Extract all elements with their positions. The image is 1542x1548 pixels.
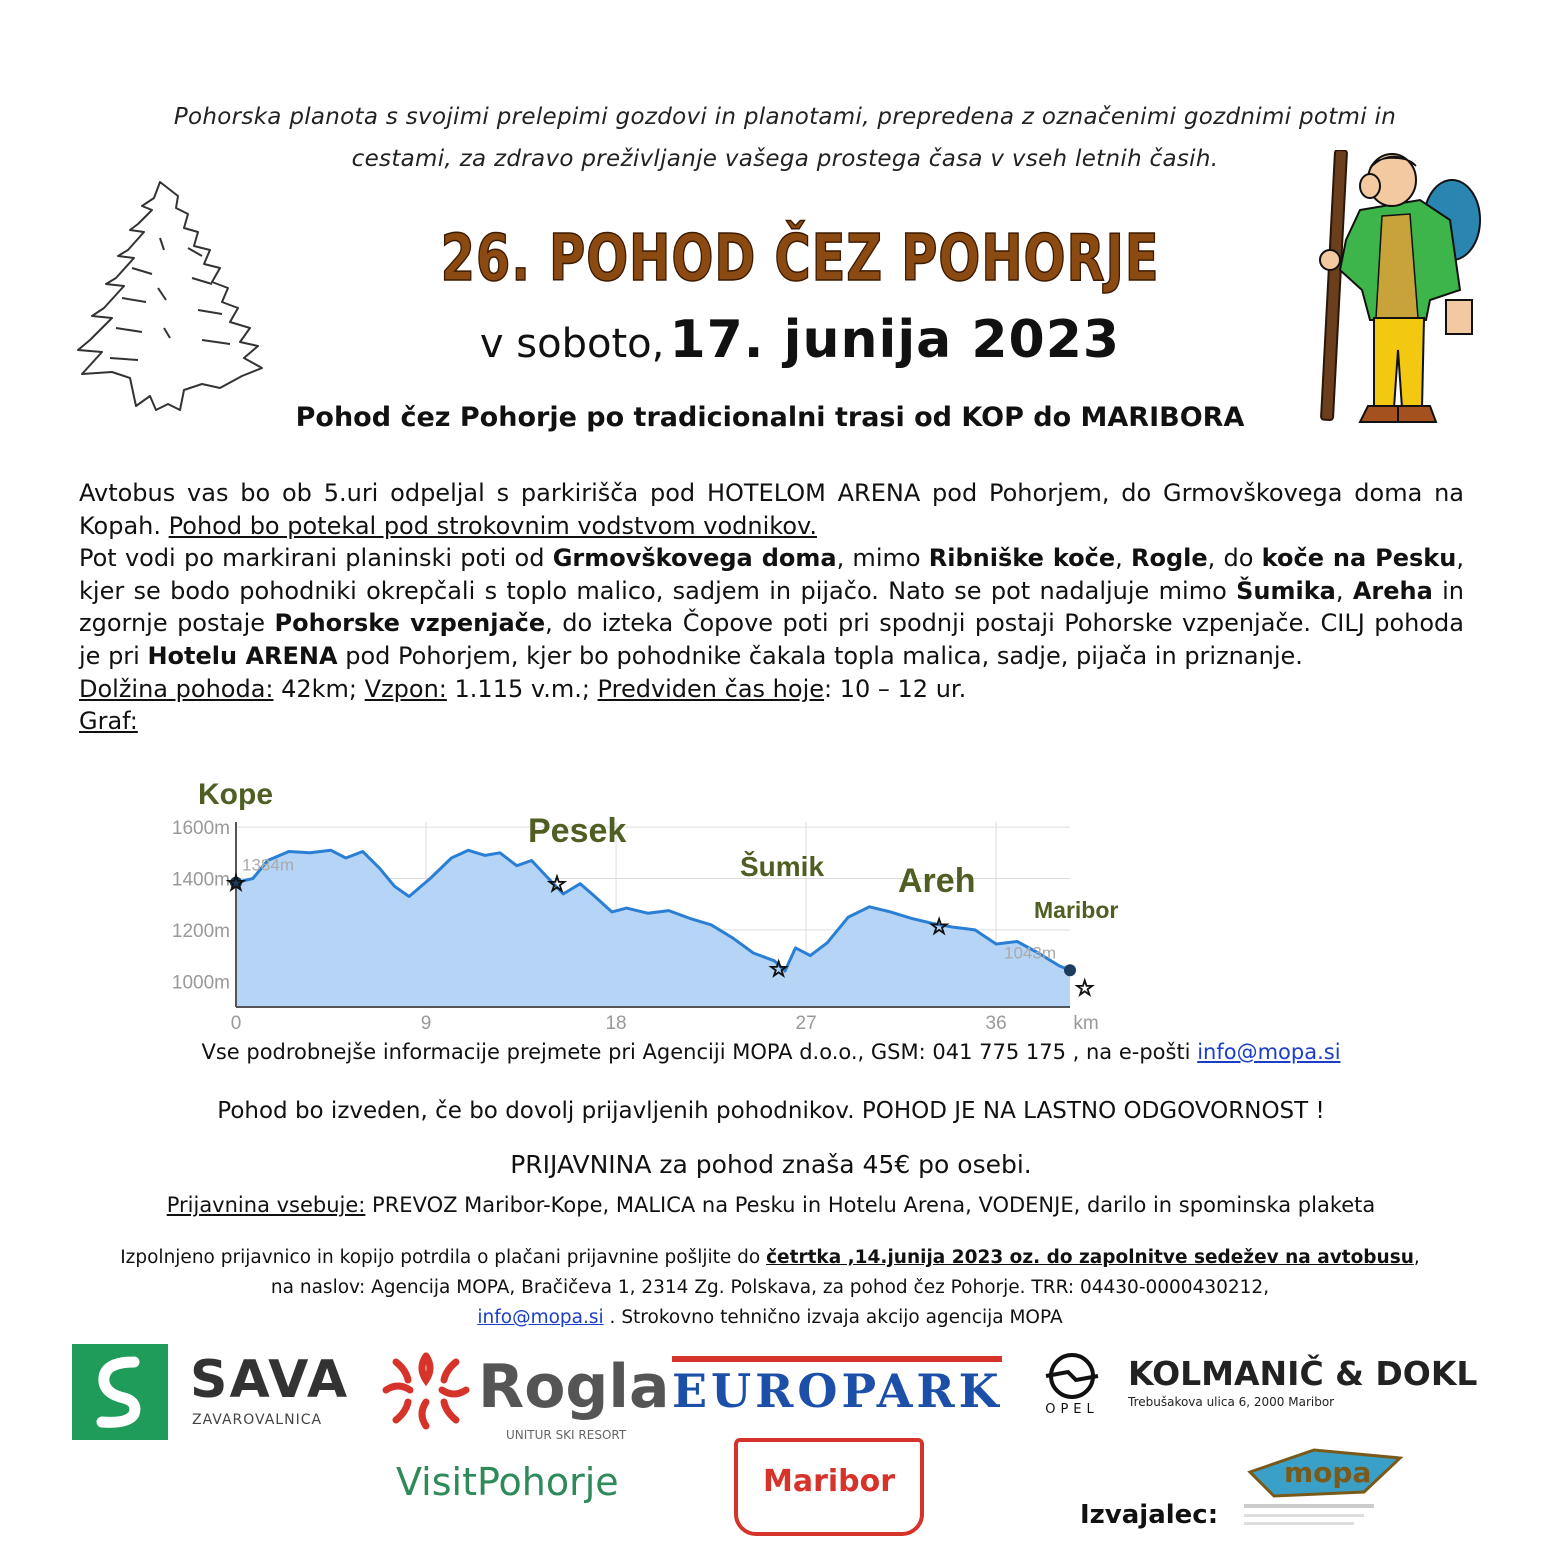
intro-text xyxy=(120,96,1450,180)
contact-line-3 xyxy=(70,1303,1470,1333)
event-subtitle: Pohod čez Pohorje po tradicionalni trasi od KOP do MARIBORA xyxy=(295,402,1245,433)
kd-address: Trebušakova ulica 6, 2000 Maribor xyxy=(1128,1395,1335,1409)
intro-line-2: cestami, za zdravo preživljanje vašega prostega časa v vseh letnih časih. xyxy=(351,146,1219,172)
date-prefix: v soboto, xyxy=(479,321,665,367)
contact-line-2: na naslov: Agencija MOPA, Bračičeva 1, 2314 Zg. Polskava, za pohod čez Pohorje. TRR: 04430-0000430212, xyxy=(270,1277,1270,1298)
p2-text-9: pod Pohorjem, kjer bo pohodnike čakala topla malica, sadje, pijača in priznanje. xyxy=(337,641,1303,670)
place-star-marker: ☆ xyxy=(768,957,789,983)
p2-bold-5: Šumika xyxy=(1236,576,1336,605)
p2-text-1: Pot vodi po markirani planinski poti od xyxy=(79,544,553,573)
contact-email-link[interactable]: info@mopa.si xyxy=(477,1307,604,1328)
rogla-logo xyxy=(378,1348,670,1444)
kolmanic-dokl-logo xyxy=(1128,1354,1478,1414)
p2-bold-2: Ribniške koče xyxy=(928,544,1116,573)
visit-pohorje-name: VisitPohorje xyxy=(396,1460,619,1504)
info-line xyxy=(0,1040,1542,1064)
sava-s-icon xyxy=(72,1344,168,1440)
contact-line-1 xyxy=(70,1243,1470,1273)
maribor-name: Maribor xyxy=(762,1464,896,1499)
rogla-name: Rogla xyxy=(478,1352,670,1422)
mopa-name: mopa xyxy=(1284,1456,1372,1489)
p1-text: Avtobus vas bo ob 5.uri odpeljal s parkirišča pod HOTELOM ARENA pod Pohorjem, do Grmovškovega doma na Kopah. xyxy=(79,479,1464,540)
date-main: 17. junija 2023 xyxy=(669,310,1121,370)
opel-name: OPEL xyxy=(1045,1402,1099,1417)
elevation-chart xyxy=(150,770,1150,1040)
p2-bold-7: Pohorske vzpenjače xyxy=(274,609,546,638)
europark-name: EUROPARK xyxy=(672,1364,1003,1418)
time-label: Predviden čas hoje xyxy=(597,674,825,703)
kd-name: KOLMANIČ & DOKL xyxy=(1128,1354,1478,1393)
x-tick-label: 18 xyxy=(605,1013,627,1034)
description xyxy=(79,477,1464,738)
p2-text-3: , xyxy=(1115,544,1131,573)
route-stats xyxy=(79,673,1464,706)
p2-text-7: in zgornje postaje xyxy=(79,576,1465,638)
place-star-marker: ☆ xyxy=(226,871,246,897)
mopa-mark xyxy=(1244,1442,1424,1542)
hiker-illustration xyxy=(1300,150,1490,430)
x-tick-label: 9 xyxy=(420,1013,432,1034)
sava-s-mark xyxy=(72,1344,168,1440)
x-tick-label: 0 xyxy=(230,1013,242,1034)
place-label: Pesek xyxy=(528,812,627,850)
place-label: Šumik xyxy=(740,851,825,882)
place-label: Maribor xyxy=(1034,897,1119,923)
europark-red-bar xyxy=(672,1356,1002,1362)
deadline-text: četrtka ,14.junija 2023 oz. do zapolnitve sedežev na avtobusu xyxy=(766,1247,1414,1268)
x-tick-label: 27 xyxy=(795,1013,817,1034)
intro-line-1: Pohorska planota s svojimi prelepimi gozdovi in planotami, prepredena z označenimi gozdnimi potmi in xyxy=(173,104,1397,130)
maribor-logo xyxy=(734,1438,924,1534)
sava-name: SAVA xyxy=(190,1350,350,1410)
mopa-logo xyxy=(1244,1442,1424,1542)
opel-logo xyxy=(1030,1352,1114,1422)
p2-text-4: , do xyxy=(1207,544,1262,573)
organizer-label: Izvajalec: xyxy=(1080,1500,1219,1530)
fee-line: PRIJAVNINA za pohod znaša 45€ po osebi. xyxy=(510,1150,1032,1179)
place-star-marker: ☆ xyxy=(547,872,567,898)
x-unit-label: km xyxy=(1073,1013,1099,1034)
visit-pohorje-logo xyxy=(396,1460,636,1510)
place-star-marker: ☆ xyxy=(1074,976,1095,1002)
y-tick-label: 1000m xyxy=(171,972,230,994)
place-label: Kope xyxy=(198,778,273,811)
p2-text-2: , mimo xyxy=(836,544,929,573)
place-star-marker: ☆ xyxy=(929,915,949,941)
length-label: Dolžina pohoda: xyxy=(79,674,274,703)
place-label: Areh xyxy=(898,862,976,900)
end-point xyxy=(1064,964,1076,976)
pine-tree-illustration xyxy=(72,178,272,418)
graph-label xyxy=(79,705,1464,738)
start-elevation-label: 1384m xyxy=(242,855,294,875)
p2-bold-3: Rogle xyxy=(1130,544,1208,573)
p1-underlined: Pohod bo potekal pod strokovnim vodstvom vodnikov. xyxy=(168,511,817,540)
contact-text-1: Izpolnjeno prijavnico in kopijo potrdila o plačani prijavnine pošljite do xyxy=(120,1247,767,1268)
p2-bold-8: Hotelu ARENA xyxy=(147,641,338,670)
sava-subtitle: ZAVAROVALNICA xyxy=(192,1412,323,1428)
p2-bold-6: Areha xyxy=(1352,576,1433,605)
fee-includes-label: Prijavnina vsebuje: xyxy=(166,1193,366,1217)
info-text: Vse podrobnejše informacije prejmete pri Agenciji MOPA d.o.o., GSM: 041 775 175 , na e-pošti xyxy=(201,1040,1198,1064)
y-tick-label: 1200m xyxy=(171,920,230,942)
graf-label-text: Graf: xyxy=(79,707,138,736)
registration-instructions xyxy=(70,1243,1470,1333)
p2-text-6: , xyxy=(1335,576,1353,605)
event-title: 26. POHOD ČEZ POHORJE xyxy=(440,222,1160,296)
end-elevation-label: 1043m xyxy=(1004,943,1056,963)
description-paragraph-2 xyxy=(79,542,1464,672)
time-value: : 10 – 12 ur. xyxy=(824,674,967,703)
y-tick-label: 1600m xyxy=(171,818,230,840)
length-value: 42km; xyxy=(273,674,365,703)
p2-text-8: , do izteka Čopove poti pri spodnji postaji Pohorske vzpenjače. CILJ pohoda je pri xyxy=(79,609,1464,670)
europark-logo xyxy=(672,1356,1002,1416)
climb-value: 1.115 v.m.; xyxy=(446,674,598,703)
y-tick-label: 1400m xyxy=(171,869,230,891)
description-paragraph-1 xyxy=(79,477,1464,542)
info-email-link[interactable]: info@mopa.si xyxy=(1197,1040,1341,1064)
p2-bold-4: koče na Pesku xyxy=(1261,544,1457,573)
p2-bold-1: Grmovškovega doma xyxy=(552,544,837,573)
fee-includes-line xyxy=(0,1193,1542,1217)
x-tick-label: 36 xyxy=(985,1013,1007,1034)
contact-text-3: . Strokovno tehnično izvaja akcijo agencija MOPA xyxy=(603,1307,1063,1328)
rogla-flower-icon xyxy=(378,1348,474,1434)
rogla-subtitle: UNITUR SKI RESORT xyxy=(506,1428,627,1442)
fee-includes-text: PREVOZ Maribor-Kope, MALICA na Pesku in Hotelu Arena, VODENJE, darilo in spominska plaketa xyxy=(365,1193,1376,1217)
p2-text-5: , kjer se bodo pohodniki okrepčali s toplo malico, sadjem in pijačo. Nato se pot nadaljuje mimo xyxy=(79,544,1464,605)
contact-comma: , xyxy=(1413,1247,1420,1268)
opel-blitz-icon xyxy=(1042,1352,1102,1400)
sava-logo xyxy=(72,1344,350,1440)
condition-line: Pohod bo izveden, če bo dovolj prijavljenih pohodnikov. POHOD JE NA LASTNO ODGOVORNOST ! xyxy=(217,1098,1325,1124)
climb-label: Vzpon: xyxy=(364,674,447,703)
event-date xyxy=(300,310,1300,370)
